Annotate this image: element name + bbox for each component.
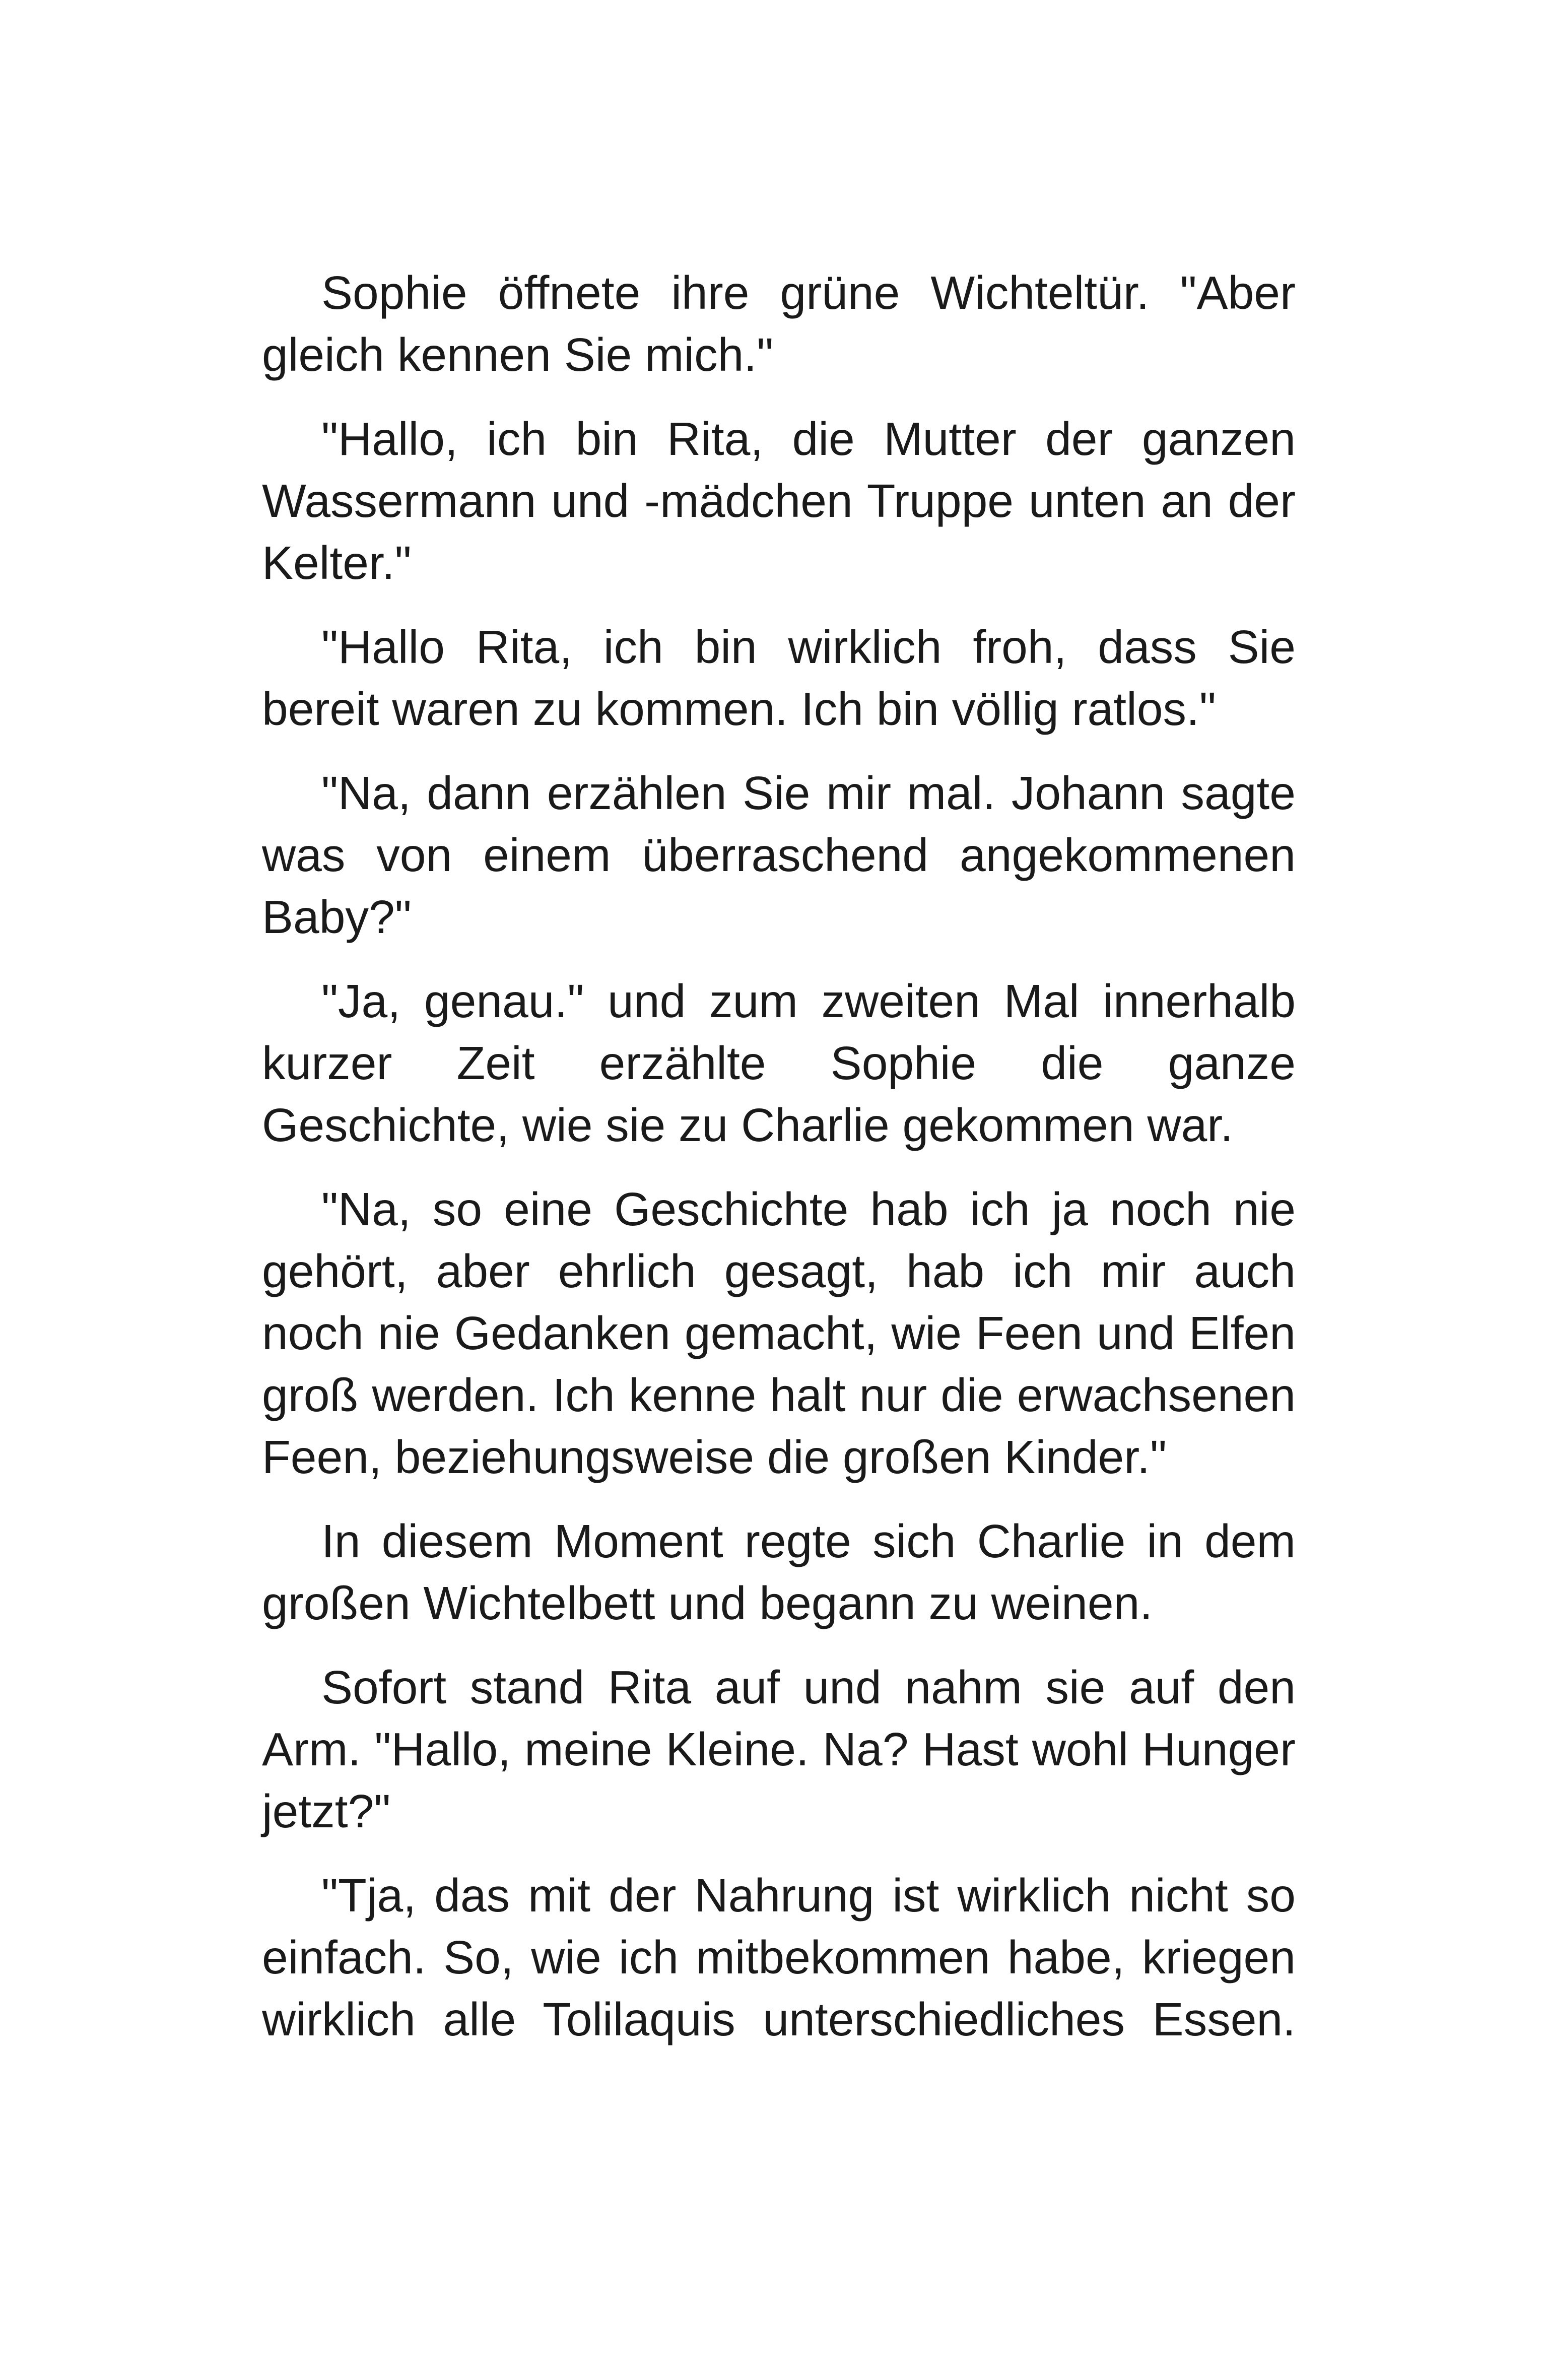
paragraph: Sofort stand Rita auf und nahm sie auf den Arm. "Hallo, meine Kleine. Na? Hast wohl Hunger jetzt?" bbox=[262, 1661, 1296, 1837]
paragraph: "Ja, genau." und zum zweiten Mal innerhalb kurzer Zeit erzählte Sophie die ganze Geschichte, wie sie zu Charlie gekommen war. bbox=[262, 975, 1296, 1151]
paragraph: "Hallo, ich bin Rita, die Mutter der ganzen Wassermann und -mädchen Truppe unten an der Kelter." bbox=[262, 413, 1296, 589]
paragraph: "Tja, das mit der Nahrung ist wirklich nicht so einfach. So, wie ich mitbekommen habe, kriegen wirklich alle Tolilaquis unterschiedliches Essen. bbox=[262, 1869, 1296, 2045]
paragraph: "Na, so eine Geschichte hab ich ja noch nie gehört, aber ehrlich gesagt, hab ich mir auch noch nie Gedanken gemacht, wie Feen und Elfen groß werden. Ich kenne halt nur die erwachsenen Feen, beziehungsweise die großen Kinder." bbox=[262, 1183, 1296, 1483]
body-text bbox=[262, 262, 1296, 2051]
paragraph: "Na, dann erzählen Sie mir mal. Johann sagte was von einem überraschend angekommenen Baby?" bbox=[262, 767, 1296, 943]
paragraph: Sophie öffnete ihre grüne Wichteltür. "Aber gleich kennen Sie mich." bbox=[262, 267, 1296, 381]
paragraph: In diesem Moment regte sich Charlie in dem großen Wichtelbett und begann zu weinen. bbox=[262, 1515, 1296, 1629]
paragraph: "Hallo Rita, ich bin wirklich froh, dass Sie bereit waren zu kommen. Ich bin völlig ratlos." bbox=[262, 621, 1296, 735]
